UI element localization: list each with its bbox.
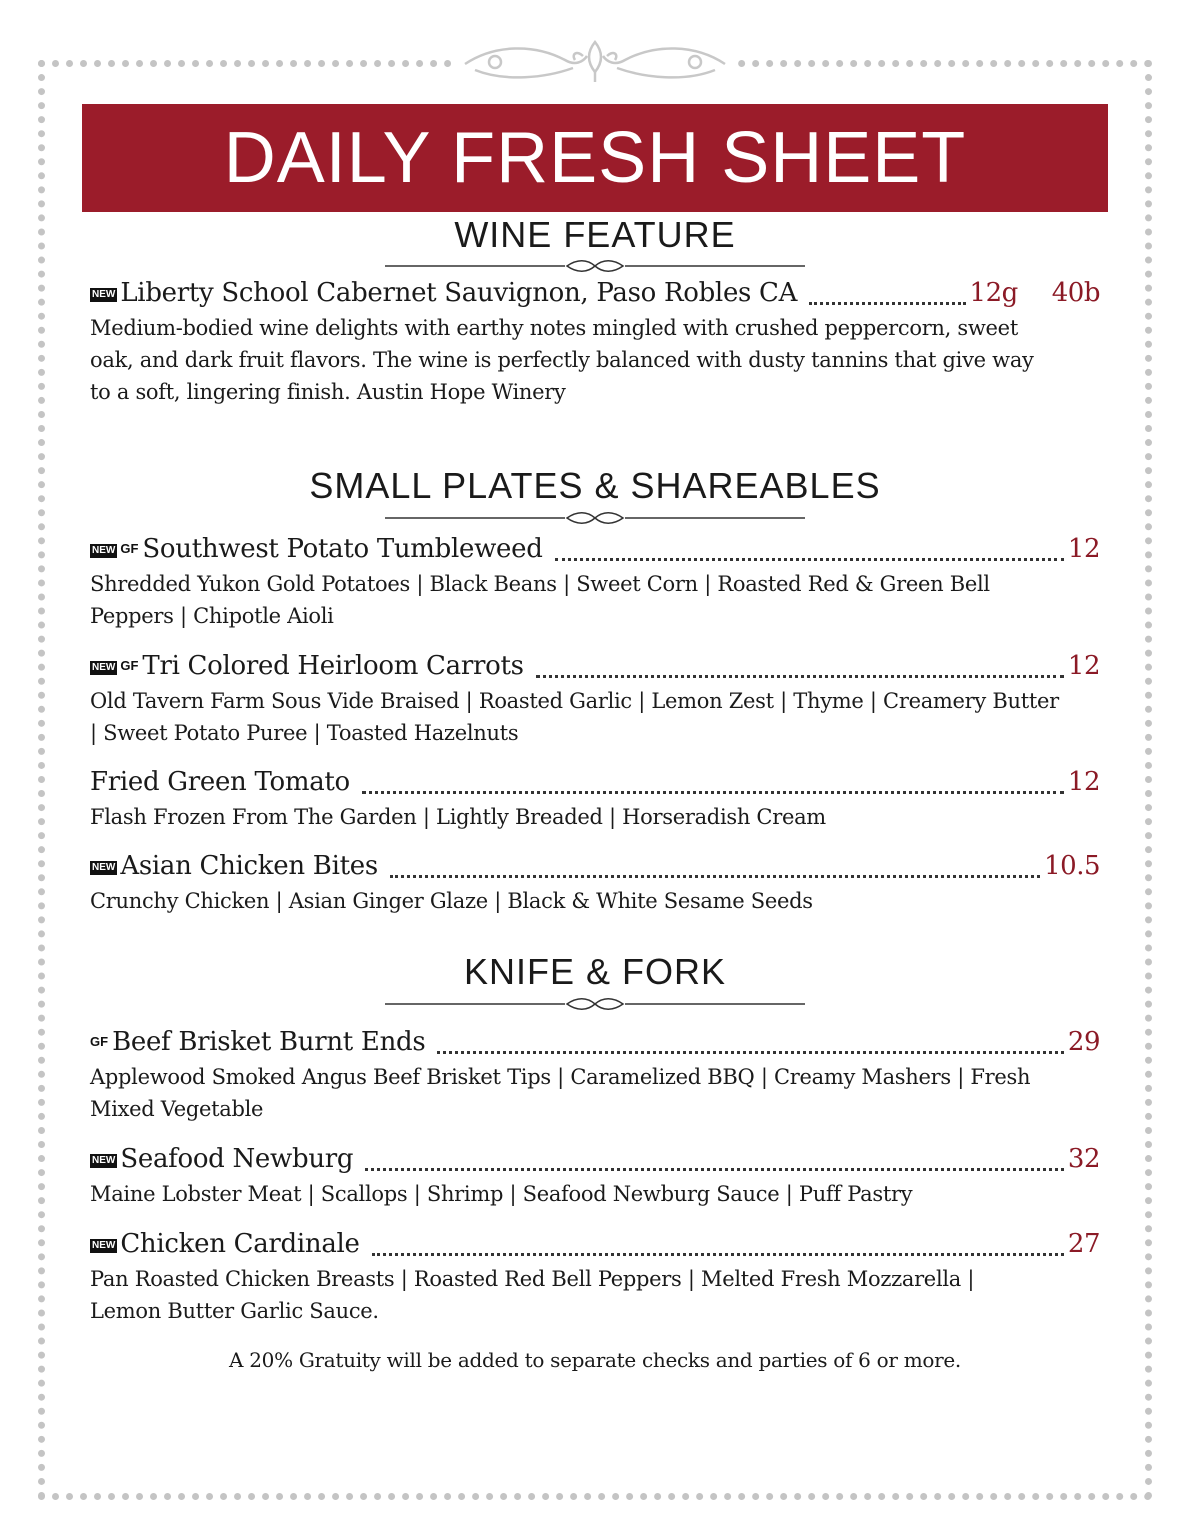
gratuity-note: A 20% Gratuity will be added to separate checks and parties of 6 or more. [229, 1348, 961, 1372]
divider-ornament-icon [385, 997, 805, 1011]
item-name: Beef Brisket Burnt Ends [112, 1027, 426, 1057]
dot-leader [365, 1168, 1064, 1171]
item-description: Crunchy Chicken | Asian Ginger Glaze | Black & White Sesame Seeds [90, 889, 813, 913]
new-badge: NEW [92, 662, 116, 673]
new-badge: NEW [92, 1155, 116, 1166]
flourish-ornament-icon [455, 38, 735, 86]
new-badge: NEW [92, 545, 116, 556]
item-description: Applewood Smoked Angus Beef Brisket Tips | Caramelized BBQ | Creamy Mashers | Fresh Mixed Vegetable [90, 1065, 1031, 1121]
menu-item [90, 1027, 1100, 1125]
divider-ornament-icon [385, 259, 805, 273]
item-price: 12 [1067, 767, 1100, 797]
menu-item [90, 534, 1100, 632]
price-glass: 12g [969, 278, 1018, 308]
section-title-small-plates: SMALL PLATES & SHAREABLES [309, 465, 881, 506]
item-name: Southwest Potato Tumbleweed [142, 534, 543, 564]
item-price: 12 [1067, 534, 1100, 564]
dot-leader [809, 302, 965, 305]
item-description: Old Tavern Farm Sous Vide Braised | Roasted Garlic | Lemon Zest | Thyme | Creamery Butter | Sweet Potato Puree | Toasted Hazelnuts [90, 689, 1059, 745]
header-banner [82, 104, 1108, 212]
dot-leader [555, 558, 1064, 561]
divider-ornament-icon [385, 511, 805, 525]
gluten-free-badge: GF [90, 1034, 109, 1049]
item-price: 10.5 [1044, 851, 1100, 881]
gluten-free-badge: GF [120, 658, 139, 673]
item-description: Medium-bodied wine delights with earthy notes mingled with crushed peppercorn, sweet oak, and dark fruit flavors. The wine is perfectly balanced with dusty tannins that give way to a soft, lingering finish. Austin Hope Winery [90, 316, 1034, 404]
item-name: Seafood Newburg [120, 1144, 354, 1174]
section-title-knife-fork: KNIFE & FORK [463, 951, 727, 992]
item-description: Maine Lobster Meat | Scallops | Shrimp | Seafood Newburg Sauce | Puff Pastry [90, 1182, 913, 1206]
section-title-wine: WINE FEATURE [454, 214, 736, 255]
dot-leader [536, 675, 1064, 678]
dot-leader [372, 1253, 1064, 1256]
item-price: 32 [1067, 1144, 1100, 1174]
item-name: Chicken Cardinale [120, 1229, 360, 1259]
menu-item [90, 1229, 1100, 1327]
menu-item [90, 767, 1100, 833]
menu-item [90, 651, 1100, 749]
page-title: DAILY FRESH SHEET [223, 118, 967, 198]
item-description: Pan Roasted Chicken Breasts | Roasted Red Bell Peppers | Melted Fresh Mozzarella | Lemon Butter Garlic Sauce. [90, 1267, 975, 1323]
new-badge: NEW [92, 862, 116, 873]
item-price: 29 [1067, 1027, 1100, 1057]
dot-leader [437, 1051, 1063, 1054]
new-badge: NEW [92, 289, 116, 300]
new-badge: NEW [92, 1240, 116, 1251]
item-name: Fried Green Tomato [90, 767, 350, 797]
menu-item [90, 851, 1100, 917]
item-price: 12 [1067, 651, 1100, 681]
item-name: Tri Colored Heirloom Carrots [142, 651, 524, 681]
item-name: Liberty School Cabernet Sauvignon, Paso Robles CA [120, 278, 798, 308]
item-description: Flash Frozen From The Garden | Lightly Breaded | Horseradish Cream [90, 805, 826, 829]
menu-item [90, 1144, 1100, 1210]
gluten-free-badge: GF [120, 541, 139, 556]
item-price: 27 [1067, 1229, 1100, 1259]
dot-leader [362, 791, 1064, 794]
price-bottle: 40b [1051, 278, 1100, 308]
item-description: Shredded Yukon Gold Potatoes | Black Beans | Sweet Corn | Roasted Red & Green Bell Peppers | Chipotle Aioli [90, 572, 990, 628]
menu-item-wine [90, 278, 1100, 408]
item-name: Asian Chicken Bites [120, 851, 378, 881]
dot-leader [390, 875, 1040, 878]
